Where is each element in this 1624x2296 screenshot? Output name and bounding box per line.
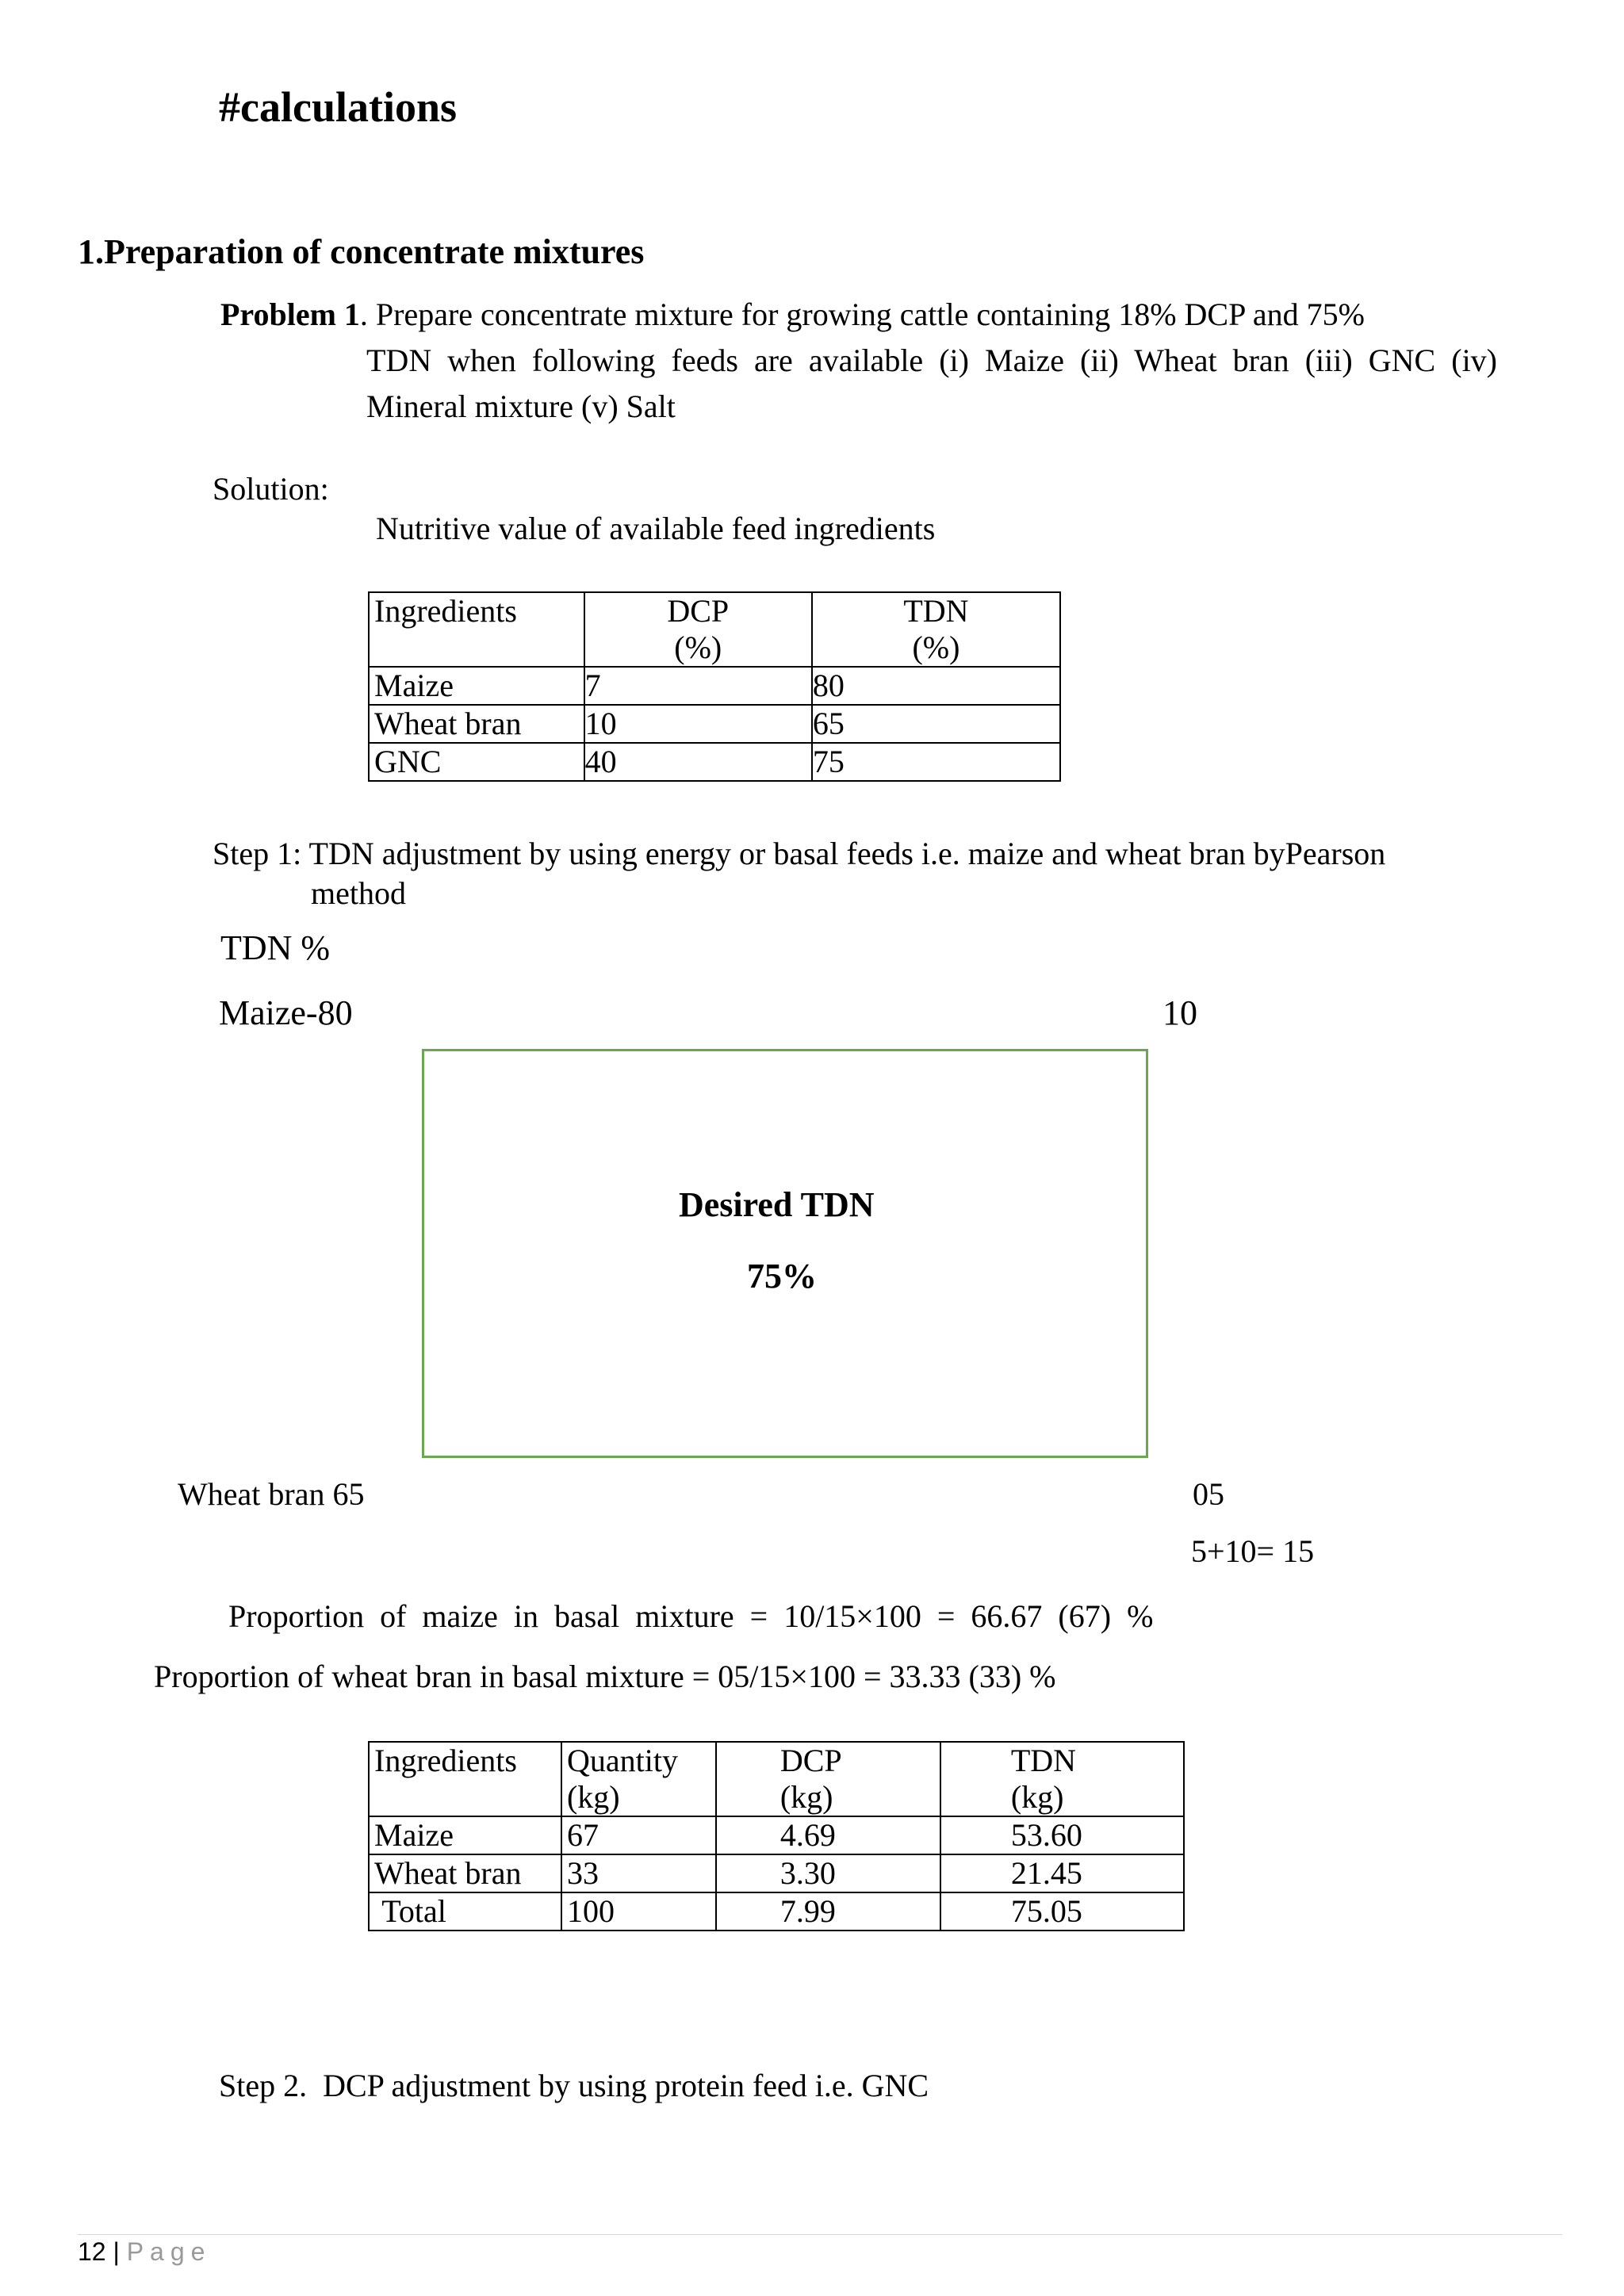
- step2-text: Step 2. DCP adjustment by using protein feed i.e. GNC: [219, 2068, 929, 2103]
- wheat-proportion: Proportion of wheat bran in basal mixture = 05/15×100 = 33.33 (33) %: [154, 1659, 1056, 1694]
- table-row: [369, 1816, 1184, 1854]
- section-title: 1.Preparation of concentrate mixtures: [78, 232, 645, 271]
- page-heading: #calculations: [219, 83, 458, 131]
- page-footer: [78, 2237, 211, 2267]
- problem-statement: [220, 292, 1497, 430]
- table-cell: Total: [369, 1892, 561, 1931]
- nutritive-value-table: [368, 591, 1061, 782]
- table-header-cell: Ingredients: [369, 592, 584, 667]
- table-cell: Wheat bran: [369, 705, 584, 743]
- maize-part: 10: [1162, 993, 1197, 1032]
- table-header-cell: TDN (%): [812, 592, 1060, 667]
- table-cell: 40: [584, 743, 812, 781]
- desired-tdn-title: Desired TDN: [679, 1185, 875, 1224]
- wheat-part: 05: [1193, 1476, 1224, 1512]
- tdn-label: TDN %: [220, 928, 331, 967]
- table-row: [369, 1854, 1184, 1892]
- table-cell: 21.45: [940, 1854, 1184, 1892]
- table-header-row: [369, 1742, 1184, 1816]
- table-cell: 7: [584, 667, 812, 705]
- table-cell: 75: [812, 743, 1060, 781]
- table-header-row: [369, 592, 1060, 667]
- table-row: [369, 1892, 1184, 1931]
- footer-separator: |: [113, 2237, 120, 2266]
- table-cell: 100: [561, 1892, 716, 1931]
- table-cell: 67: [561, 1816, 716, 1854]
- table-row: [369, 743, 1060, 781]
- maize-proportion: Proportion of maize in basal mixture = 10/15×100 = 66.67 (67) %: [228, 1598, 1154, 1634]
- solution-label: Solution:: [213, 471, 329, 507]
- table-row: [369, 705, 1060, 743]
- page-number: 12: [78, 2237, 106, 2266]
- table-cell: Maize: [369, 667, 584, 705]
- table-cell: 3.30: [716, 1854, 940, 1892]
- basal-mixture-table: [368, 1741, 1185, 1931]
- nutritive-caption: Nutritive value of available feed ingredients: [376, 511, 936, 546]
- table-cell: 65: [812, 705, 1060, 743]
- table-cell: 10: [584, 705, 812, 743]
- page-word: Page: [126, 2237, 212, 2266]
- table-cell: 53.60: [940, 1816, 1184, 1854]
- maize-value: Maize-80: [219, 993, 353, 1032]
- table-cell: Maize: [369, 1816, 561, 1854]
- table-cell: GNC: [369, 743, 584, 781]
- footer-divider: [78, 2234, 1562, 2235]
- step1-line2: method: [311, 875, 406, 911]
- table-header-cell: TDN (kg): [940, 1742, 1184, 1816]
- wheat-value: Wheat bran 65: [178, 1476, 365, 1512]
- table-header-cell: Ingredients: [369, 1742, 561, 1816]
- table-cell: 4.69: [716, 1816, 940, 1854]
- table-cell: 33: [561, 1854, 716, 1892]
- problem-first-line: . Prepare concentrate mixture for growing cattle containing 18% DCP and 75%: [359, 297, 1365, 332]
- problem-rest: TDN when following feeds are available (i) Maize (ii) Wheat bran (iii) GNC (iv) Mineral mixture (v) Salt: [366, 342, 1497, 424]
- pearson-square: [422, 1049, 1148, 1458]
- table-header-cell: DCP (kg): [716, 1742, 940, 1816]
- problem-label: Problem 1: [220, 297, 360, 332]
- table-row: [369, 667, 1060, 705]
- table-cell: 80: [812, 667, 1060, 705]
- table-header-cell: Quantity (kg): [561, 1742, 716, 1816]
- table-header-cell: DCP (%): [584, 592, 812, 667]
- table-cell: 75.05: [940, 1892, 1184, 1931]
- table-cell: Wheat bran: [369, 1854, 561, 1892]
- parts-sum: 5+10= 15: [1191, 1533, 1315, 1569]
- desired-tdn-value: 75%: [747, 1257, 817, 1295]
- step1-line1: Step 1: TDN adjustment by using energy or basal feeds i.e. maize and wheat bran byPearson: [213, 836, 1386, 871]
- table-cell: 7.99: [716, 1892, 940, 1931]
